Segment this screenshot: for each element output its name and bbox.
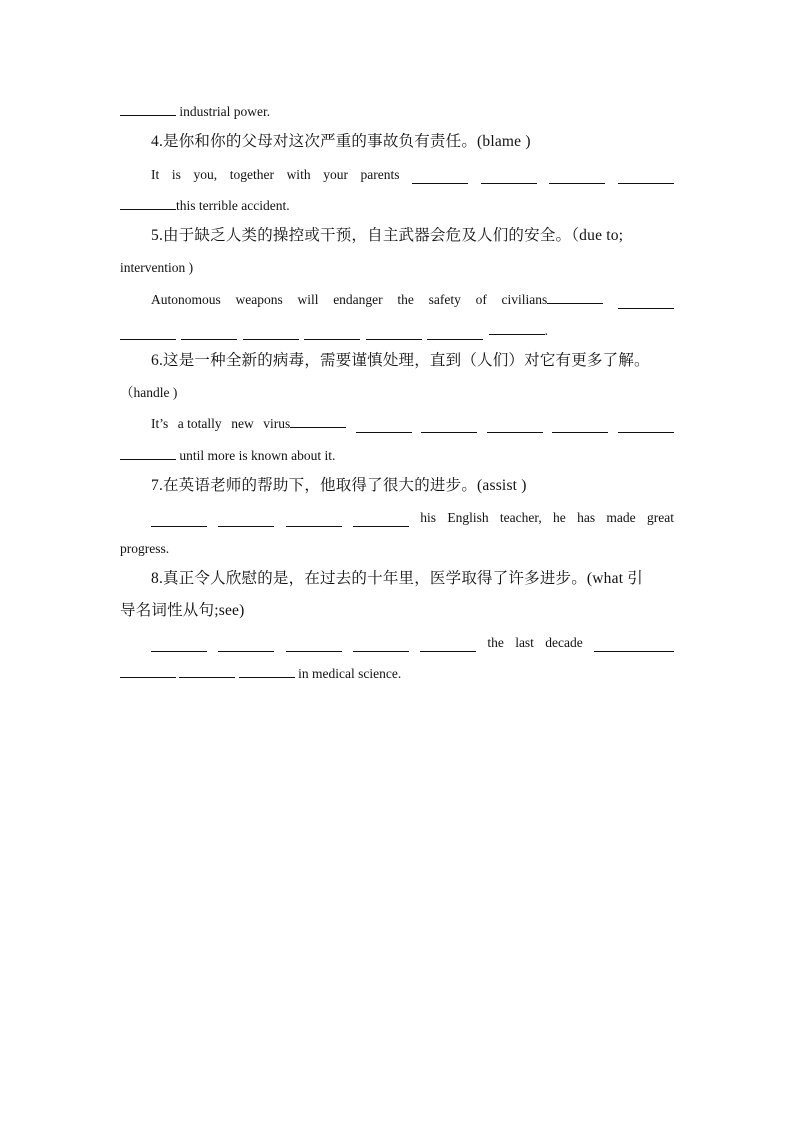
answer-blank[interactable] [594, 639, 674, 652]
q6-prompt: 6.这是一种全新的病毒，需要谨慎处理，直到（人们）对它有更多了解。 [151, 352, 650, 369]
q4-prompt: 4.是你和你的父母对这次严重的事故负有责任。(blame ) [151, 133, 531, 150]
answer-blank[interactable] [120, 447, 176, 460]
answer-blank[interactable] [353, 639, 409, 652]
q5-word: weapons [235, 292, 283, 307]
q7-word: teacher, [499, 510, 542, 525]
q5-word: endanger [333, 292, 383, 307]
q6-word: a totally [177, 416, 222, 431]
q6-line1 [151, 415, 674, 433]
answer-blank[interactable] [421, 420, 477, 433]
q3-tail-text: industrial power. [179, 104, 271, 119]
answer-blank[interactable] [120, 665, 176, 678]
q7-word: made [606, 510, 636, 525]
q4-line1 [151, 166, 674, 184]
q6-line2 [120, 447, 674, 465]
q5-word: of [475, 292, 487, 307]
answer-blank[interactable] [420, 639, 476, 652]
q8-word: the [487, 635, 504, 650]
answer-blank[interactable] [552, 420, 608, 433]
q7-prompt: 7.在英语老师的帮助下，他取得了很大的进步。(assist ) [151, 477, 527, 494]
answer-blank[interactable] [366, 327, 422, 340]
q7-word: has [577, 510, 596, 525]
q4-word: It [151, 167, 160, 182]
answer-blank[interactable] [356, 420, 412, 433]
q4-word: together [229, 167, 274, 182]
answer-blank[interactable] [489, 322, 545, 335]
q4-tail-text: this terrible accident. [176, 198, 290, 213]
answer-blank[interactable] [618, 171, 674, 184]
q4-line2 [120, 197, 674, 215]
q4-word: is [171, 167, 181, 182]
answer-blank[interactable] [243, 327, 299, 340]
q6-word: It’s [151, 416, 169, 431]
answer-blank[interactable] [218, 514, 274, 527]
q5-prompt: 5.由于缺乏人类的操控或干预，自主武器会危及人们的安全。（due to; [151, 227, 624, 244]
q8-line1 [151, 634, 674, 652]
q4-word: parents [360, 167, 400, 182]
q6-word: virus [263, 416, 291, 431]
q4-word: you, [193, 167, 218, 182]
q7-line2: progress. [120, 541, 170, 556]
answer-blank[interactable] [120, 197, 176, 210]
answer-blank[interactable] [487, 420, 543, 433]
answer-blank[interactable] [290, 415, 346, 428]
answer-blank[interactable] [618, 420, 674, 433]
answer-blank[interactable] [481, 171, 537, 184]
q5-word: safety [428, 292, 461, 307]
q7-line1 [151, 509, 674, 527]
answer-blank[interactable] [549, 171, 605, 184]
answer-blank[interactable] [353, 514, 409, 527]
answer-blank[interactable] [286, 639, 342, 652]
q7-word: great [646, 510, 674, 525]
q8-word: last [515, 635, 534, 650]
q8-prompt-cont: 导名词性从句;see) [120, 602, 245, 619]
answer-blank[interactable] [179, 665, 235, 678]
answer-blank[interactable] [151, 639, 207, 652]
q5-word: the [397, 292, 414, 307]
answer-blank[interactable] [304, 327, 360, 340]
q8-tail-text: in medical science. [298, 666, 402, 681]
q8-line2 [120, 665, 674, 683]
q6-prompt-cont: （handle ) [120, 385, 178, 400]
q7-word: his [420, 510, 437, 525]
q5-end-period: . [544, 323, 548, 338]
q7-word: English [447, 510, 489, 525]
answer-blank[interactable] [286, 514, 342, 527]
q5-word: will [297, 292, 319, 307]
q7-word: he [553, 510, 566, 525]
answer-blank[interactable] [120, 327, 176, 340]
answer-blank[interactable] [427, 327, 483, 340]
q4-word: your [323, 167, 348, 182]
q5-prompt-cont: intervention ) [120, 260, 194, 275]
q4-word: with [286, 167, 311, 182]
answer-blank[interactable] [412, 171, 468, 184]
answer-blank[interactable] [218, 639, 274, 652]
q3-continuation [120, 103, 674, 121]
answer-blank[interactable] [181, 327, 237, 340]
answer-blank[interactable] [547, 291, 603, 304]
q6-word: new [231, 416, 254, 431]
q5-line1 [151, 291, 674, 309]
q8-word: decade [545, 635, 583, 650]
answer-blank[interactable] [239, 665, 295, 678]
q8-prompt: 8.真正令人欣慰的是，在过去的十年里，医学取得了许多进步。(what 引 [151, 570, 643, 587]
answer-blank[interactable] [618, 296, 674, 309]
answer-blank[interactable] [120, 103, 176, 116]
q5-word: Autonomous [151, 292, 221, 307]
q6-tail-text: until more is known about it. [179, 448, 336, 463]
q5-line2 [120, 322, 548, 340]
q8-prompt-row [151, 570, 674, 588]
answer-blank[interactable] [151, 514, 207, 527]
q5-word: civilians [501, 292, 548, 307]
